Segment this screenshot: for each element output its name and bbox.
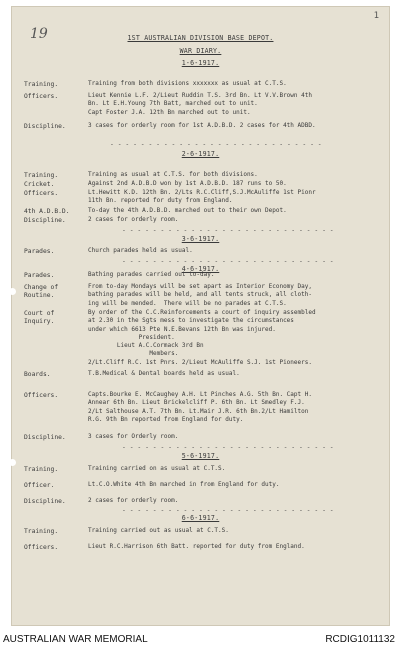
entry-label: Officers. — [24, 190, 59, 197]
separator-line: - - - - - - - - - - - - - - - - - - - - - - - - - - - - — [122, 443, 334, 451]
entry-label: Boards. — [24, 371, 51, 378]
entry-text: Capts.Bourke E. McCaughey A.H. Lt Pinches A.G. 5th Bn. Capt H. Annear 6th Bn. Lieut Brickelcliff P. 6th Bn. Lt Smedley F.J. 2/Lt Salthouse A.T. 7th Bn. Lt.Mair J.R. 6th Bn.2/Lt Hamilton R.G. 9th Bn reported from England for duty. — [88, 391, 312, 423]
entry-label: 4th A.D.B.D. — [24, 208, 70, 215]
day-date: 3-6-1917. — [181, 235, 220, 243]
entry-text: 2 cases for orderly room. — [88, 497, 179, 504]
entry-text: Training from both divisions xxxxxxx as usual at C.T.S. — [88, 80, 287, 87]
entry-text: Training carried on as usual at C.T.S. — [88, 465, 226, 472]
entry-label: Training. — [24, 81, 59, 88]
day-date: 5-6-1917. — [181, 452, 220, 460]
day-date: 6-6-1917. — [181, 514, 220, 522]
punch-hole — [9, 459, 16, 466]
document-title: 1ST AUSTRALIAN DIVISION BASE DEPOT. — [127, 34, 274, 42]
entry-label: Officers. — [24, 392, 59, 399]
entry-text: Lieut R.C.Harrison 6th Batt. reported for duty from England. — [88, 543, 305, 550]
separator-line: - - - - - - - - - - - - - - - - - - - - - - - - - - - - — [122, 257, 334, 265]
entry-text: Church parades held as usual. — [88, 247, 193, 254]
footer-archive-name: AUSTRALIAN WAR MEMORIAL — [3, 634, 148, 645]
day-date: 2-6-1917. — [181, 150, 220, 158]
entry-label: Parades. — [24, 248, 55, 255]
footer-record-id: RCDIG1011132 — [325, 634, 395, 645]
entry-label: Officer. — [24, 482, 55, 489]
entry-text: 3 cases for orderly room for 1st A.D.B.D. 2 cases for 4th ADBD. — [88, 122, 316, 129]
entry-text: From to-day Mondays will be set apart as Interior Economy Day, bathing parades will be held, and all tents struck, all cloth- ing will be mended. There will be no parades at C.T.S. — [88, 283, 312, 307]
entry-label: Officers. — [24, 93, 59, 100]
entry-text: Lieut Kennie L.F. 2/Lieut Ruddin T.S. 3rd Bn. Lt V.V.Brown 4th Bn. Lt E.H.Young 7th Batt, marched out to unit. Capt Foster J.A. 12th Bn marched out to unit. — [88, 92, 312, 116]
diary-page — [11, 6, 390, 626]
entry-text: By order of the C.C.Reinforcements a court of inquiry assembled at 2.30 in the Sgts mess to investigate the circumstances under which 6613 Pte N.E.Bevans 12th Bn was injured. President. Lieut A.C.Cormack 3rd Bn Members. 2/Lt.Cliff R.C. 1st Pnrs. 2/Lieut McAuliffe S.J. 1st Pioneers. — [88, 309, 316, 366]
entry-label: Training. — [24, 466, 59, 473]
document-subtitle: WAR DIARY. — [179, 47, 222, 55]
entry-text: Lt.Hewitt K.D. 12th Bn. 2/Lts R.C.Cliff,S.J.McAuliffe 1st Pionr 11th Bn. reported for duty from England. — [88, 189, 316, 205]
separator-line: - - - - - - - - - - - - - - - - - - - - - - - - - - - - — [110, 140, 322, 148]
entry-text: To-day the 4th A.D.B.D. marched out to their own Depot. — [88, 207, 287, 214]
entry-label: Cricket. — [24, 181, 55, 188]
entry-text: Against 2nd A.D.B.D won by 1st A.D.B.D. 187 runs to 50. — [88, 180, 287, 187]
separator-line: - - - - - - - - - - - - - - - - - - - - - - - - - - - - — [122, 506, 334, 514]
entry-label: Parades. — [24, 272, 55, 279]
separator-line: - - - - - - - - - - - - - - - - - - - - - - - - - - - - — [122, 226, 334, 234]
entry-label: Training. — [24, 528, 59, 535]
entry-label: Discipline. — [24, 123, 66, 130]
entry-label: Officers. — [24, 544, 59, 551]
punch-hole — [9, 288, 16, 295]
day-date: 4-6-1917. — [181, 265, 220, 273]
entry-label: Discipline. — [24, 217, 66, 224]
entry-text: Bathing parades carried out to-day. — [88, 271, 215, 278]
entry-label: Discipline. — [24, 498, 66, 505]
entry-text: Training as usual at C.T.S. for both divisions. — [88, 171, 258, 178]
entry-text: Training carried out as usual at C.T.S. — [88, 527, 229, 534]
entry-label: Change of Routine. — [24, 284, 59, 300]
handwritten-folio-number: 19 — [30, 26, 48, 42]
entry-label: Court of Inquiry. — [24, 310, 55, 326]
page-number: 1 — [373, 11, 379, 21]
entry-text: 2 cases for orderly room. — [88, 216, 179, 223]
entry-label: Discipline. — [24, 434, 66, 441]
entry-label: Training. — [24, 172, 59, 179]
day-date: 1-6-1917. — [181, 59, 220, 67]
entry-text: Lt.C.O.White 4th Bn marched in from England for duty. — [88, 481, 280, 488]
entry-text: T.B.Medical & Dental boards held as usual. — [88, 370, 240, 377]
entry-text: 3 cases for Orderly room. — [88, 433, 179, 440]
